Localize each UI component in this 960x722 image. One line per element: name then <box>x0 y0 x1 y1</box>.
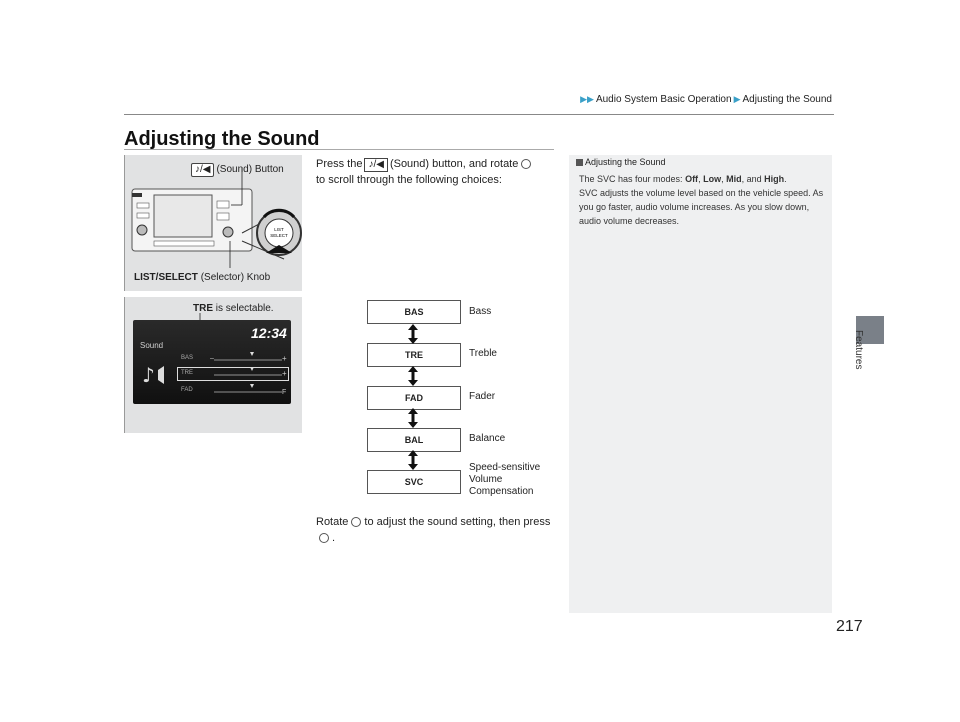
double-arrow-icon <box>403 365 423 387</box>
breadcrumb <box>560 94 832 105</box>
sound-icon <box>140 360 170 390</box>
svg-text:+: + <box>282 369 287 378</box>
svg-text:+: + <box>282 354 287 363</box>
svg-text:♪: ♪ <box>142 363 155 387</box>
screen-title: Sound <box>140 341 164 350</box>
double-arrow-icon <box>403 323 423 345</box>
choice-bas-label: Bass <box>469 306 492 317</box>
choice-tre-label: Treble <box>469 348 497 359</box>
choice-bas-box: BAS <box>367 300 461 324</box>
selector-knob-icon <box>351 517 361 527</box>
screen-row-tre: TRE <box>181 370 193 376</box>
double-arrow-icon <box>403 449 423 471</box>
press-knob-icon <box>319 533 329 543</box>
choice-fad-label: Fader <box>469 391 496 402</box>
side-note-body: The SVC has four modes: Off, Low, Mid, and High. SVC adjusts the volume level based on the vehicle speed. As you go faster, audio volume increases. As you slow down, audio volume decreases. <box>579 174 824 226</box>
selector-knob-icon <box>521 159 531 169</box>
section-tab-label: Features <box>853 330 864 370</box>
breadcrumb-arrow-icon: ▶▶ <box>580 94 594 104</box>
choice-svc-label: Speed-sensitive Volume Compensation <box>469 462 541 497</box>
screen-row-bas: BAS <box>181 355 194 361</box>
double-arrow-icon <box>403 407 423 429</box>
svg-text:–: – <box>210 355 214 362</box>
choice-tre-box: TRE <box>367 343 461 367</box>
choice-bal-label: Balance <box>469 433 506 444</box>
breadcrumb-item-1[interactable]: Audio System Basic Operation <box>595 94 732 105</box>
header-divider <box>124 114 834 115</box>
note-marker-icon <box>576 159 583 166</box>
sound-button-callout: ♪/◀ (Sound) Button <box>191 163 284 177</box>
choice-fad-box: FAD <box>367 386 461 410</box>
breadcrumb-arrow-icon: ▶ <box>733 94 741 104</box>
page-number: 217 <box>836 618 863 635</box>
page-title: Adjusting the Sound <box>124 128 320 150</box>
sound-button-icon: ♪/◀ <box>191 163 214 177</box>
svg-text:SELECT: SELECT <box>270 233 288 238</box>
side-note-heading: Adjusting the Sound <box>576 157 666 167</box>
clock-readout: 12:34 <box>251 325 287 341</box>
selector-knob-callout: LIST/SELECT (Selector) Knob <box>134 272 271 283</box>
sound-button-icon: ♪/◀ <box>364 158 387 172</box>
breadcrumb-item-2[interactable]: Adjusting the Sound <box>742 94 832 105</box>
choice-bal-box: BAL <box>367 428 461 452</box>
outro-paragraph: Rotate to adjust the sound setting, then press. <box>316 516 551 544</box>
title-divider <box>124 149 554 150</box>
svg-text:F: F <box>282 389 287 396</box>
level-scales <box>210 350 290 400</box>
intro-paragraph: Press the ♪/◀ (Sound) button, and rotate to scroll through the following choices: <box>316 156 556 188</box>
screen-row-fad: FAD <box>181 387 193 393</box>
tre-callout: TRE is selectable. <box>193 303 274 314</box>
svg-text:LIST: LIST <box>274 227 284 232</box>
choice-svc-box: SVC <box>367 470 461 494</box>
